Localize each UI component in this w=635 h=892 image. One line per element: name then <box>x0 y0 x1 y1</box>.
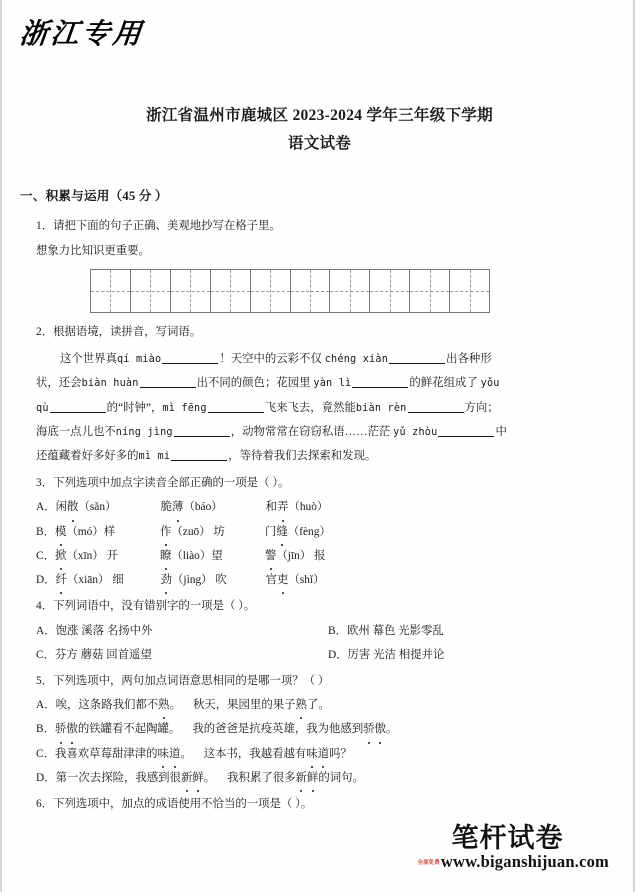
dotted-word: 新 <box>296 767 307 789</box>
watermark <box>417 822 610 871</box>
watermark-url: www.biganshijuan.com <box>440 851 609 871</box>
pinyin-you: yǒu <box>480 378 500 390</box>
option-text: （jīn） 报 <box>276 549 326 562</box>
question-4-options <box>20 620 620 666</box>
option-text: 。 <box>180 747 192 760</box>
option-segment <box>266 496 329 518</box>
pinyin-qu: qù <box>36 402 49 414</box>
option-row[interactable] <box>36 718 620 740</box>
option-text: 。 <box>203 771 216 784</box>
question-2 <box>20 321 620 468</box>
q2-text: 飞来飞去，竟然能 <box>264 401 356 414</box>
handwriting-cell[interactable] <box>410 270 450 312</box>
option-text: （shǐ） <box>288 574 325 587</box>
answer-blank[interactable] <box>438 436 494 437</box>
option-text: （huò） <box>288 501 329 514</box>
option-text: 。 <box>169 699 181 712</box>
dotted-char: 警 <box>265 545 276 567</box>
question-4-stem: 4．下列词语中，没有错别字的一项是（ ）。 <box>36 600 256 613</box>
option-text: （báo） <box>183 501 223 514</box>
dotted-word: 味 <box>306 743 317 765</box>
handwriting-cell[interactable] <box>450 270 489 312</box>
option-text: 我喜欢草莓甜津津的 <box>55 747 158 760</box>
question-3 <box>20 472 620 591</box>
handwriting-cell[interactable] <box>291 270 331 312</box>
option-text: 闲 <box>55 501 68 514</box>
option-segment <box>55 545 160 567</box>
option-segment <box>265 521 331 543</box>
option-text: （fèng） <box>287 525 331 538</box>
q2-text: ，等待着我们去探索和发现。 <box>228 449 377 462</box>
pinyin-qi-miao: qí miào <box>116 354 162 366</box>
dotted-word: 道 <box>169 743 180 765</box>
handwriting-grid-cells[interactable] <box>90 269 490 313</box>
dotted-word: 鲜 <box>307 767 318 789</box>
q2-text: 这个世界真 <box>60 353 117 366</box>
pinyin-yan-li: yàn lì <box>313 378 352 390</box>
option[interactable] <box>328 644 620 666</box>
question-5-options <box>20 694 620 789</box>
option-row[interactable] <box>36 496 620 518</box>
option-text: 我的爸爸是抗疫英雄，我为他感到 <box>192 723 364 736</box>
option-text: （xīn） 开 <box>66 549 118 562</box>
option-row[interactable] <box>36 644 620 666</box>
dotted-word: 傲 <box>375 718 386 740</box>
dotted-char: 劲 <box>161 569 172 591</box>
page-title-line2: 语文试卷 <box>287 135 352 153</box>
q2-text: 的鲜花组成了 <box>409 377 478 390</box>
option-label: D． <box>36 771 56 784</box>
option-label: D． <box>328 648 348 661</box>
option-sentence-2 <box>193 694 330 716</box>
question-1-sentence: 想象力比知识更重要。 <box>36 244 150 257</box>
pinyin-bian-ren: biàn rèn <box>355 402 407 414</box>
option-label: B． <box>328 624 347 637</box>
dotted-char: 作 <box>160 521 171 543</box>
watermark-url-row <box>417 851 610 871</box>
option-text: （xiān） 细 <box>67 574 124 587</box>
option-text: 的词句。 <box>318 771 364 784</box>
option-row[interactable] <box>36 620 620 642</box>
option[interactable] <box>36 620 328 642</box>
option-row[interactable] <box>36 694 620 716</box>
option-segment <box>160 521 265 543</box>
option-text: 吗？ <box>329 747 352 760</box>
option-text: 脆 <box>160 501 173 514</box>
option-segment <box>160 545 265 567</box>
option-segment <box>265 545 325 567</box>
option-label: C． <box>36 747 55 760</box>
question-5 <box>20 670 620 789</box>
option-sentence-1 <box>56 767 216 789</box>
dotted-char: 弄 <box>277 496 288 518</box>
question-5-stem: 5．下列选项中，两句加点词语意思相同的是哪一项？（ ） <box>36 674 330 687</box>
option-sentence-1 <box>55 718 180 740</box>
option-segment <box>55 521 160 543</box>
option-label: A． <box>36 624 56 637</box>
option-text: 秋天，果园里的果子 <box>192 699 296 712</box>
option[interactable] <box>328 620 620 642</box>
option-text: （sǎn） <box>78 501 117 514</box>
option-text: 门 <box>265 525 277 538</box>
option-text: （jìng） 吹 <box>172 574 227 587</box>
dotted-word: 骄 <box>55 718 66 740</box>
option[interactable] <box>36 644 328 666</box>
option-row[interactable] <box>36 767 620 789</box>
question-4 <box>20 595 620 666</box>
answer-blank[interactable] <box>162 363 218 364</box>
option-text: 欧州 幕色 光影零乱 <box>347 624 444 637</box>
question-1-stem: 1．请把下面的句子正确、美观地抄写在格子里。 <box>36 219 281 232</box>
option-text: 第一次去探险，我感到很 <box>55 771 181 784</box>
pinyin-mi-mi: mì mi <box>138 450 171 462</box>
dotted-char: 瞭 <box>160 545 171 567</box>
q2-text: 还蕴藏着好多好多的 <box>36 449 139 462</box>
option-row[interactable] <box>36 545 620 567</box>
q2-text: ！天空中的云彩不仅 <box>219 353 322 366</box>
dotted-word: 骄 <box>363 718 374 740</box>
page-title-line1: 浙江省温州市鹿城区 2023-2024 学年三年级下学期 <box>146 107 493 124</box>
option-sentence-2 <box>204 743 352 765</box>
option-text: （zuō） 坊 <box>171 525 225 538</box>
handwriting-cell[interactable] <box>330 270 370 312</box>
option-label: B． <box>36 723 55 736</box>
dotted-word: 新 <box>181 767 192 789</box>
q2-text: 出各种形 <box>446 353 492 366</box>
dotted-char: 模 <box>55 521 66 543</box>
option-text: 我积累了很多 <box>227 771 296 784</box>
q2-text: 海底一点儿也不 <box>36 425 116 438</box>
q2-text: 中 <box>495 425 507 438</box>
option-text: 这本书，我越看越有 <box>203 747 307 760</box>
dotted-char: 散 <box>67 496 78 518</box>
answer-blank[interactable] <box>50 412 106 413</box>
pinyin-bian-huan: biàn huàn <box>81 378 139 390</box>
option-label: C． <box>36 549 55 562</box>
option-text: 了。 <box>306 699 330 712</box>
option-text: 芬方 蘑菇 回首遥望 <box>55 648 152 661</box>
option-segment <box>266 569 325 591</box>
dotted-word: 味 <box>158 743 169 765</box>
dotted-char: 薄 <box>172 496 183 518</box>
option-label: A． <box>36 501 56 514</box>
option-label: A． <box>36 699 56 712</box>
exam-content <box>20 184 620 817</box>
watermark-brand: 笔杆试卷 <box>451 822 564 854</box>
option-text: 的铁罐看不起陶罐。 <box>77 723 181 736</box>
option-segment <box>161 496 266 518</box>
pinyin-yu-zhou: yǔ zhòu <box>393 426 438 438</box>
brush-logo: 浙江专用 <box>18 17 146 50</box>
q2-text: 出不同的颜色；花园里 <box>196 377 311 390</box>
q2-text: 方向； <box>464 401 499 414</box>
option-label: D． <box>36 574 56 587</box>
answer-blank[interactable] <box>171 460 227 461</box>
answer-blank[interactable] <box>140 387 196 388</box>
handwriting-cell[interactable] <box>370 270 410 312</box>
question-6 <box>20 793 620 815</box>
handwriting-cell[interactable] <box>251 270 291 312</box>
q2-text: 状，还会 <box>36 377 82 390</box>
answer-blank[interactable] <box>174 436 230 437</box>
dotted-char: 吏 <box>277 569 288 591</box>
answer-blank[interactable] <box>389 363 445 364</box>
option-row[interactable] <box>36 743 620 765</box>
option-text: 和 <box>265 501 278 514</box>
handwriting-cell[interactable] <box>131 270 171 312</box>
pinyin-cheng-xian: chéng xiàn <box>324 354 389 366</box>
option-segment <box>56 569 161 591</box>
option-sentence-1 <box>55 743 192 765</box>
option-segment <box>161 569 266 591</box>
option-text: 饱涨 溪落 名扬中外 <box>55 624 153 637</box>
dotted-char: 掀 <box>55 545 66 567</box>
handwriting-cell[interactable] <box>91 270 131 312</box>
dotted-word: 鲜 <box>192 767 203 789</box>
dotted-word: 熟 <box>296 694 307 716</box>
dotted-word: 道 <box>318 743 329 765</box>
answer-blank[interactable] <box>208 412 264 413</box>
option-text: （liào）望 <box>171 549 223 562</box>
handwriting-cell[interactable] <box>171 270 211 312</box>
question-3-stem: 3．下列选项中加点字读音全部正确的一项是（ ）。 <box>36 477 290 490</box>
q2-text: ，动物常常在窃窃私语……茫茫 <box>230 425 391 438</box>
free-badge: 全部免费 <box>417 859 440 866</box>
question-6-stem: 6．下列选项中，加点的成语使用不恰当的一项是（ ）。 <box>36 798 313 811</box>
section-heading: 一、积累与运用（45 分 ） <box>20 189 168 203</box>
option-row[interactable] <box>36 521 620 543</box>
pinyin-mi-feng: mì fēng <box>162 402 207 414</box>
dotted-word: 傲 <box>66 718 77 740</box>
dotted-word: 熟 <box>158 694 169 716</box>
answer-blank[interactable] <box>352 387 408 388</box>
option-row[interactable] <box>36 569 620 591</box>
answer-blank[interactable] <box>408 412 464 413</box>
option-label: C． <box>36 648 55 661</box>
option-text: 唉，这条路我们都不 <box>55 699 159 712</box>
option-text: 。 <box>386 723 398 736</box>
option-sentence-1 <box>56 694 181 716</box>
option-segment <box>56 496 161 518</box>
document-title <box>2 104 635 158</box>
pinyin-ning-jing: níng jìng <box>115 426 173 438</box>
option-text: 厉害 光洁 相提并论 <box>347 648 445 661</box>
q2-text: 的“时钟”， <box>106 401 163 414</box>
question-3-options <box>20 496 620 591</box>
option-text: 官 <box>265 574 278 587</box>
option-sentence-2 <box>227 767 364 789</box>
question-2-stem: 2．根据语境，读拼音，写词语。 <box>36 326 202 339</box>
dotted-char: 纤 <box>56 569 67 591</box>
option-text: （mó）样 <box>66 525 116 538</box>
dotted-char: 缝 <box>276 521 287 543</box>
handwriting-cell[interactable] <box>211 270 251 312</box>
question-1 <box>20 215 620 313</box>
option-sentence-2 <box>192 718 397 740</box>
handwriting-grid[interactable] <box>90 269 620 313</box>
option-label: B． <box>36 525 55 538</box>
question-2-passage <box>36 347 620 468</box>
